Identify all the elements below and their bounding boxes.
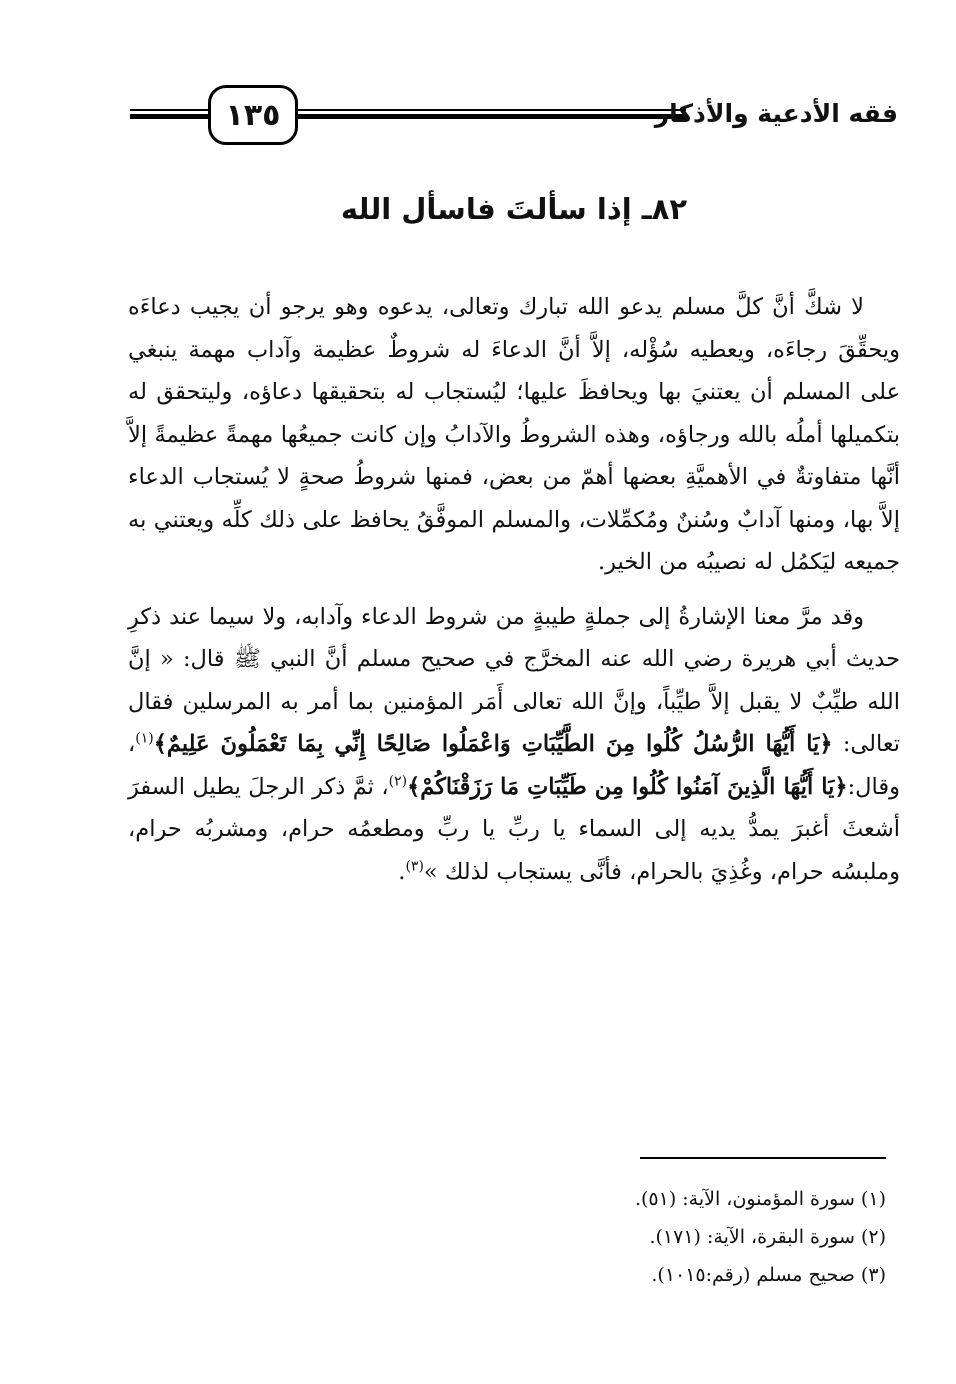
chapter-heading: ٨٢ـ إذا سألتَ فاسأل الله [340,192,688,226]
paragraph-2-text-a: وقد مرَّ معنا الإشارةُ إلى جملةٍ طيبةٍ من شروط الدعاء وآدابه، ولا سيما عند ذكرِ حديث أبي هريرة رضي الله عنه المخرَّج في صحيح مسلم أنَّ النبي ﷺ قال: « إنَّ الله طيِّبٌ لا يقبل إلاَّ طيِّباً، وإنَّ الله تعالى أَمَر المؤمنين بما أمر به المرسلين فقال تعالى: [128,603,900,757]
footnotes [420,1180,886,1294]
paragraph-1: لا شكَّ أنَّ كلَّ مسلم يدعو الله تبارك وتعالى، يدعوه وهو يرجو أن يجيب دعاءَه ويحقِّقَ رجاءَه، ويعطيه سُؤْله، إلاَّ أنَّ الدعاءَ له شروطٌ عظيمة وآداب مهمة ينبغي على المسلم أن يعتنيَ بها ويحافظَ عليها؛ ليُستجاب له بتحقيقها دعاؤه، وليتحقق له بتكميلها أملُه بالله ورجاؤه، وهذه الشروطُ والآدابُ وإن كانت جميعُها مهمةً عظيمةً إلاَّ أنَّها متفاوتةٌ في الأهميَّةِ بعضها أهمّ من بعض، فمنها شروطُ صحةٍ لا يُستجاب الدعاء إلاَّ بها، ومنها آدابٌ وسُننٌ ومُكمِّلات، والمسلم الموفَّقُ يحافظ على ذلك كلِّه ويعتني به جميعه ليَكمُل له نصيبُه من الخير. [128,294,900,575]
footnote-separator [640,1157,886,1159]
footnote-ref-3: (٣) [405,858,424,874]
footnote-1: (١) سورة المؤمنون، الآية: (٥١). [634,1188,886,1210]
header-rule-left [130,109,208,119]
paragraph-2-text-b: ، وقال: [128,731,900,800]
paragraph-2-end: . [398,858,406,885]
paragraph-2 [128,596,900,894]
page-number: ١٣٥ [208,85,298,145]
footnote-ref-2: (٢) [388,773,408,789]
book-title: فقه الأدعية والأذكار [654,99,898,128]
header-rule-right [298,109,686,119]
body-text [128,286,900,893]
quran-verse-2: ﴿يَا أَيُّهَا الَّذِينَ آمَنُوا كُلُوا مِن طَيِّبَاتِ مَا رَزَقْنَاكُمْ﴾ [407,773,848,800]
footnote-3: (٣) صحيح مسلم (رقم:١٠١٥). [651,1264,886,1286]
paragraph-2-text-c: ، ثمَّ ذكر الرجلَ يطيل السفرَ أشعثَ أغبرَ يمدُّ يديه إلى السماء يا ربِّ يا ربِّ ومطعمُه حرام، ومشربُه حرام، وملبسُه حرام، وغُذِيَ بالحرام، فأنَّى يستجاب لذلك » [128,773,900,885]
footnote-2: (٢) سورة البقرة، الآية: (١٧١). [649,1226,886,1248]
quran-verse-1: ﴿يَا أَيُّهَا الرُّسُلُ كُلُوا مِنَ الطَّيِّبَاتِ وَاعْمَلُوا صَالِحًا إِنِّي بِمَا تَعْمَلُونَ عَلِيمٌ﴾ [153,731,833,757]
page-header [130,85,898,155]
footnote-ref-1: (١) [135,730,154,747]
